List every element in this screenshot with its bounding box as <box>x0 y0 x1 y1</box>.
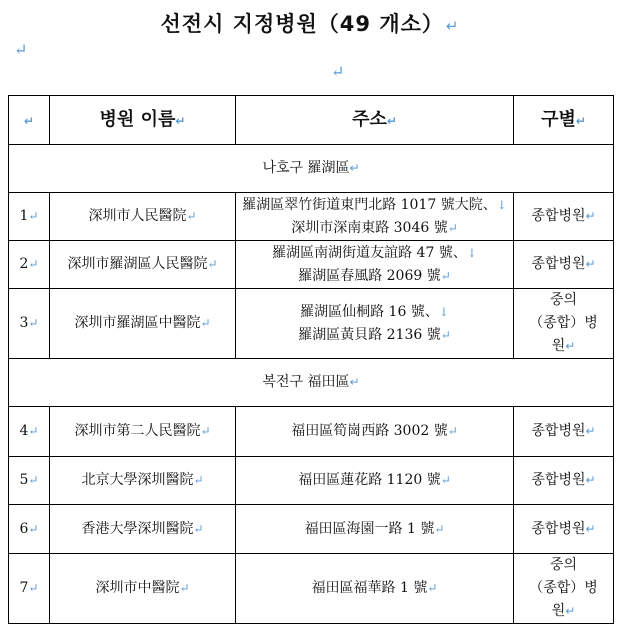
cell-mark-icon: ↵ <box>585 473 596 487</box>
hospital-type-cell <box>514 505 614 554</box>
cell-text: 深圳市第二人民醫院 <box>74 423 201 439</box>
table-row <box>9 457 614 505</box>
row-number-cell <box>9 407 50 457</box>
cell-text: 7 <box>19 580 29 596</box>
hospital-type-cell <box>514 289 614 359</box>
cell-mark-icon: ↵ <box>585 257 596 271</box>
line-break-icon: ↓ <box>466 245 477 260</box>
cell-mark-icon: ↵ <box>565 604 576 618</box>
address-cell <box>236 505 514 554</box>
cell-mark-icon: ↵ <box>447 220 458 235</box>
address-cell <box>236 241 514 289</box>
header-row <box>9 96 614 145</box>
district-heading <box>9 145 614 193</box>
cell-text: 원 <box>551 338 566 354</box>
cell-text: 종합병원 <box>531 256 586 272</box>
cell-mark-icon: ↵ <box>28 209 39 223</box>
table-row <box>9 193 614 241</box>
cell-text: 深圳市中醫院 <box>95 580 180 596</box>
cell-text: 深圳市羅湖區中醫院 <box>74 315 201 331</box>
cell-mark-icon: ↵ <box>179 581 190 595</box>
address-cell <box>236 289 514 359</box>
header-number-cell <box>9 96 50 145</box>
row-number-cell <box>9 241 50 289</box>
cell-text: 종합병원 <box>531 472 586 488</box>
cell-text: 나호구 羅湖區 <box>262 160 350 176</box>
cell-text: 1 <box>19 208 29 224</box>
cell-mark-icon: ↵ <box>565 339 576 353</box>
cell-text: 6 <box>19 520 29 537</box>
cell-text: 羅湖區仙桐路 16 號、 <box>300 303 439 320</box>
cell-mark-icon: ↵ <box>585 521 596 536</box>
cell-mark-icon: ↵ <box>28 257 39 271</box>
cell-text: 羅湖區翠竹街道東門北路 1017 號大院、 <box>242 196 497 213</box>
cell-mark-icon: ↵ <box>427 581 438 595</box>
cell-text: 北京大學深圳醫院 <box>81 472 194 488</box>
cell-mark-icon: ↵ <box>585 209 596 223</box>
cell-text: 3 <box>19 315 29 331</box>
hospital-type-cell <box>514 241 614 289</box>
cell-mark-icon: ↵ <box>200 316 211 330</box>
cell-mark-icon: ↵ <box>28 521 39 536</box>
row-number-cell <box>9 505 50 554</box>
row-number-cell <box>9 193 50 241</box>
table-row <box>9 241 614 289</box>
cell-text: 복전구 福田區 <box>262 374 350 390</box>
cell-text: 深圳市深南東路 3046 號 <box>291 219 448 236</box>
line-break-icon: ↓ <box>438 304 449 319</box>
paragraph-mark-icon: ↵ <box>14 40 28 59</box>
hospital-type-cell <box>514 407 614 457</box>
hospital-name-cell <box>50 554 236 624</box>
cell-text: （종합）병 <box>529 315 598 331</box>
hospital-name-cell <box>50 289 236 359</box>
cell-text: 중의 <box>549 557 578 573</box>
cell-mark-icon: ↵ <box>440 327 451 342</box>
cell-text: 종합병원 <box>531 423 586 439</box>
cell-mark-icon: ↵ <box>28 581 39 595</box>
cell-mark-icon: ↵ <box>386 113 397 128</box>
cell-mark-icon: ↵ <box>28 473 39 487</box>
cell-text: 福田區筍崗西路 3002 號 <box>291 423 448 439</box>
address-cell <box>236 457 514 505</box>
hospital-type-cell <box>514 457 614 505</box>
cell-text: 중의 <box>549 292 578 308</box>
cell-mark-icon: ↵ <box>175 113 186 128</box>
address-cell <box>236 193 514 241</box>
table-row <box>9 554 614 624</box>
cell-mark-icon: ↵ <box>186 209 197 223</box>
table-row <box>9 505 614 554</box>
paragraph-mark-icon: ↵ <box>331 62 345 81</box>
table-row <box>9 407 614 457</box>
cell-mark-icon: ↵ <box>575 113 586 128</box>
hospital-name-cell <box>50 241 236 289</box>
line-break-icon: ↓ <box>496 197 507 212</box>
hospital-type-cell <box>514 554 614 624</box>
header-type-cell: 구별↵ <box>514 96 614 145</box>
cell-text: 원 <box>551 603 566 619</box>
district-heading <box>9 359 614 407</box>
cell-mark-icon: ↵ <box>434 521 445 536</box>
cell-mark-icon: ↵ <box>28 424 39 438</box>
table-body <box>9 145 614 624</box>
cell-text: 深圳市羅湖區人民醫院 <box>67 256 208 272</box>
cell-mark-icon: ↵ <box>207 257 218 271</box>
address-cell <box>236 407 514 457</box>
cell-mark-icon: ↵ <box>440 268 451 283</box>
cell-text: 羅湖區南湖街道友誼路 47 號、 <box>272 244 467 261</box>
cell-mark-icon: ↵ <box>23 113 35 128</box>
cell-mark-icon: ↵ <box>193 473 204 487</box>
row-number-cell <box>9 554 50 624</box>
header-name-cell: 병원 이름↵ <box>50 96 236 145</box>
row-number-cell <box>9 289 50 359</box>
cell-text: 羅湖區春風路 2069 號 <box>298 267 441 284</box>
document-title <box>0 8 620 38</box>
hospital-name-cell <box>50 505 236 554</box>
hospital-name-cell <box>50 193 236 241</box>
document-title-text: 선전시 지정병원（49 개소） <box>160 12 444 36</box>
address-cell <box>236 554 514 624</box>
cell-text: 福田區蓮花路 1120 號 <box>298 472 441 488</box>
cell-mark-icon: ↵ <box>349 161 360 175</box>
cell-text: 福田區海園一路 1 號 <box>304 520 435 537</box>
table-row <box>9 289 614 359</box>
paragraph-mark-icon: ↵ <box>445 17 460 35</box>
row-number-cell <box>9 457 50 505</box>
cell-mark-icon: ↵ <box>193 521 204 536</box>
hospital-type-cell <box>514 193 614 241</box>
cell-text: 5 <box>19 472 29 488</box>
cell-text: 福田區福華路 1 號 <box>311 580 428 596</box>
cell-text: 2 <box>19 256 29 272</box>
cell-text: 4 <box>19 423 29 439</box>
cell-mark-icon: ↵ <box>349 375 360 389</box>
district-row <box>9 145 614 193</box>
cell-mark-icon: ↵ <box>447 424 458 438</box>
cell-text: 羅湖區黃貝路 2136 號 <box>298 326 441 343</box>
cell-text: 香港大學深圳醫院 <box>81 520 194 537</box>
district-row <box>9 359 614 407</box>
cell-text: 深圳市人民醫院 <box>88 208 187 224</box>
cell-text: 종합병원 <box>531 208 586 224</box>
cell-text: 종합병원 <box>531 520 586 537</box>
hospital-table <box>8 95 614 624</box>
cell-mark-icon: ↵ <box>28 316 39 330</box>
hospital-name-cell <box>50 407 236 457</box>
header-address-cell: 주소↵ <box>236 96 514 145</box>
cell-mark-icon: ↵ <box>585 424 596 438</box>
cell-mark-icon: ↵ <box>200 424 211 438</box>
hospital-name-cell <box>50 457 236 505</box>
cell-mark-icon: ↵ <box>440 473 451 487</box>
cell-text: （종합）병 <box>529 580 598 596</box>
